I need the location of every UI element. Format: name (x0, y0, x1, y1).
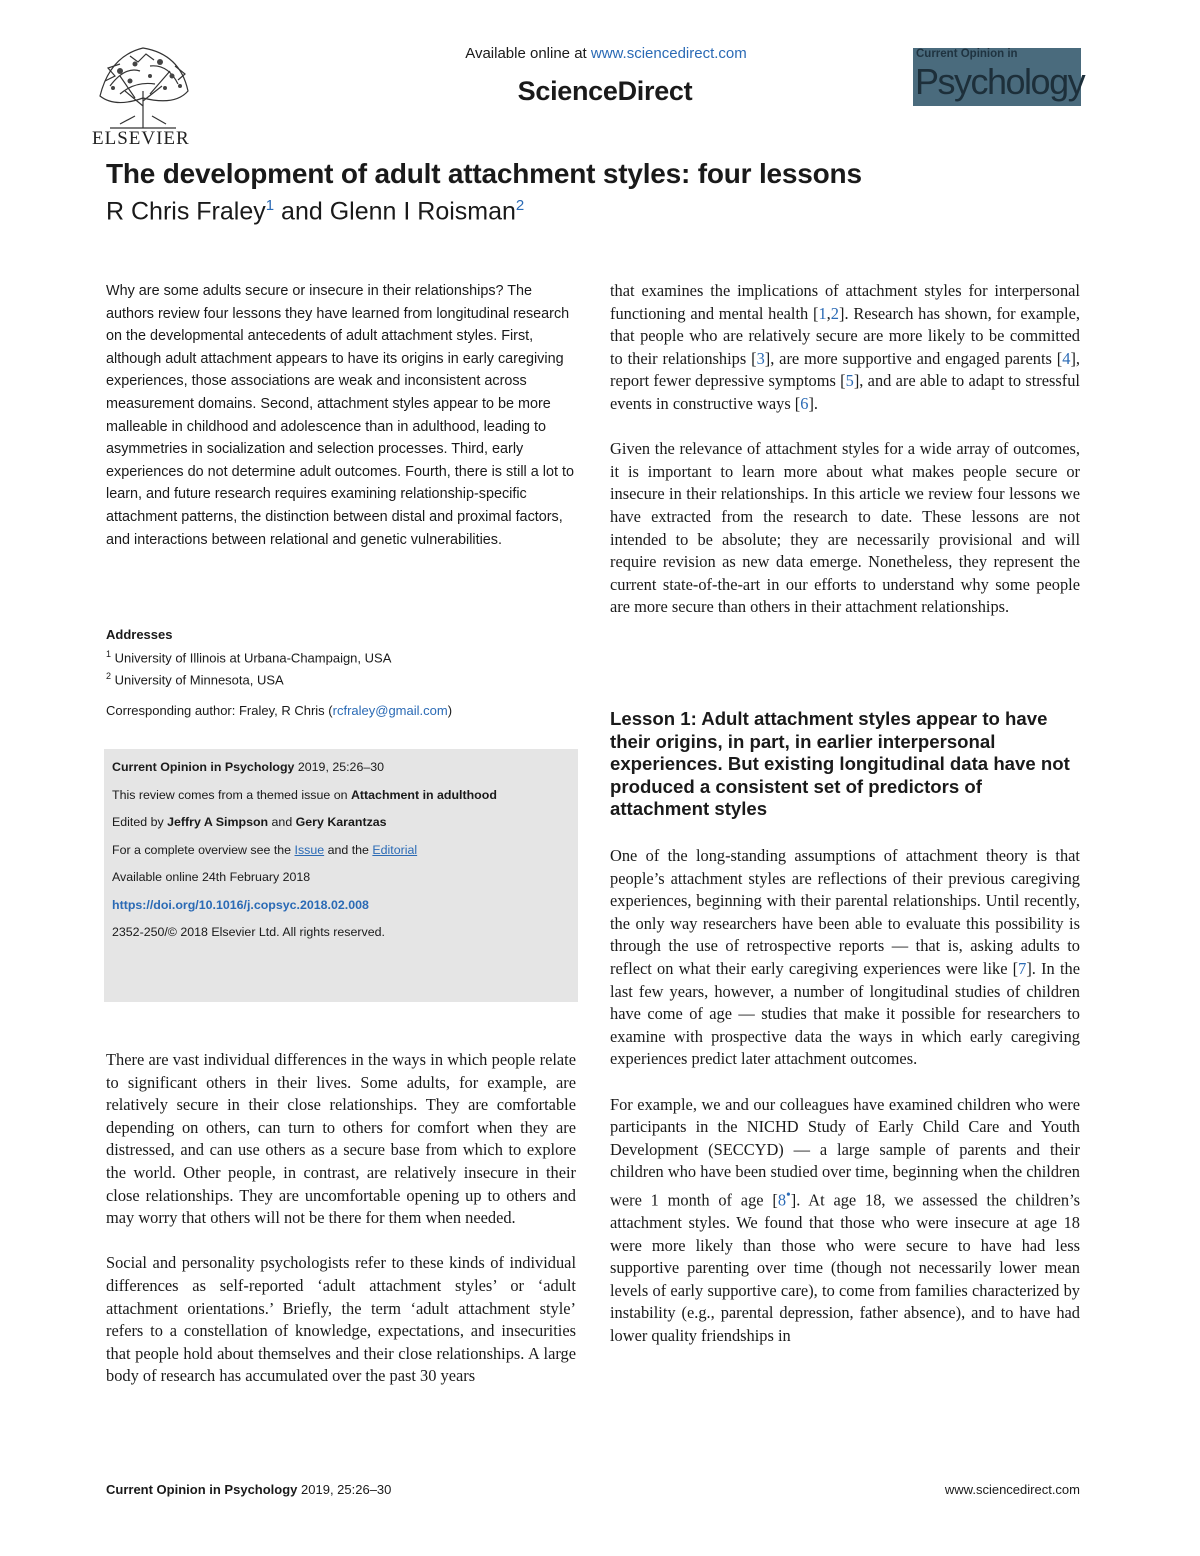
editors-line: Edited by Jeffry A Simpson and Gery Karantzas (112, 815, 387, 829)
body-paragraph: One of the long-standing assumptions of attachment theory is that people’s attachment styles are reflections of their previous caregiving experiences, beginning with their parental relationships. Until recently, the only way researchers have been able to evaluate this possibility is through the use of retrospective reports — that is, asking adults to reflect on what their early caregiving experiences were like [7]. In the last few years, however, a number of longitudinal studies of children have come of age — studies that make it possible for researchers to examine with prospective data the ways in which early caregiving experiences predict later attachment outcomes. (610, 846, 1080, 1069)
available-online-prefix: Available online at (465, 45, 587, 62)
addresses (106, 626, 576, 690)
address-item: $^1$ University of Illinois at Urbana-Champaign, USA (106, 648, 392, 665)
journal-logo (913, 48, 1085, 106)
body-paragraph: There are vast individual differences in the ways in which people relate to significant others in their lives. Some adults, for example, are relatively secure in their close relationships. They are comfortable depending on others, can turn to others for comfort when they are distressed, and can use others as a secure base from which to explore the world. Other people, in contrast, are relatively insecure in their close relationships. They are uncomfortable opening up to others and may worry that others will not be there for them when needed. (106, 1050, 576, 1228)
author-conjunction: and (281, 197, 323, 226)
author-email-link[interactable]: rcfraley@gmail.com (332, 703, 448, 718)
author-line (106, 197, 524, 226)
themed-issue-line: This review comes from a themed issue on Attachment in adulthood (112, 787, 497, 802)
reference-link[interactable]: 8 (777, 1190, 787, 1210)
reference-link[interactable]: 1 (818, 303, 827, 323)
journal-logo-line1: Current Opinion in (916, 48, 1018, 60)
copyright-line: 2352-250/© 2018 Elsevier Ltd. All rights reserved. (112, 925, 385, 939)
reference-link[interactable]: 2 (830, 303, 839, 323)
reference-importance-marker: • (786, 1186, 791, 1202)
available-online-date: Available online 24th February 2018 (112, 870, 311, 884)
corresponding-author: Corresponding author: Fraley, R Chris (rcfraley@gmail.com) (106, 703, 453, 718)
reference-link[interactable]: 7 (1018, 958, 1027, 978)
body-right-column-top (610, 280, 1080, 642)
footer-url-link[interactable]: www.sciencedirect.com (944, 1482, 1080, 1497)
sciencedirect-title: ScienceDirect (517, 76, 693, 106)
sciencedirect-url-link[interactable]: www.sciencedirect.com (590, 45, 747, 62)
issue-link[interactable]: Issue (294, 842, 325, 857)
section-heading-lesson-1: Lesson 1: Adult attachment styles appear to have their origins, in part, in earlier interpersonal experiences. But existing longitudinal data have not produced a consistent set of predictors of attachment styles (610, 708, 1070, 820)
body-paragraph: Given the relevance of attachment styles for a wide array of outcomes, it is important to learn more about what makes people secure or insecure in their relationships. In this article we review four lessons we have extracted from the research to date. These lessons are not intended to be absolute; they are necessarily provisional and will require revision as new data emerge. Nonetheless, they represent the current state-of-the-art in our efforts to understand why some people are more secure than others in their attachment relationships. (610, 439, 1080, 617)
body-right-column-bottom (610, 845, 1080, 1370)
reference-link[interactable]: 4 (1062, 348, 1071, 368)
body-left-column (106, 1049, 576, 1411)
footer-citation: Current Opinion in Psychology 2019, 25:26–30 (106, 1482, 392, 1497)
abstract: Why are some adults secure or insecure in their relationships? The authors review four lessons they have learned from longitudinal research on the developmental antecedents of adult attachment styles. First, although adult attachment appears to have its origins in early caregiving experiences, those associations are weak and inconsistent across measurement domains. Second, attachment styles appear to be more malleable in childhood and adolescence than in adulthood, leading to asymmetries in socialization and selection processes. Third, early experiences do not determine adult outcomes. Fourth, there is still a lot to learn, and future research requires examining relationship-specific attachment patterns, the distinction between distal and proximal factors, and interactions between relational and genetic vulnerabilities. (106, 283, 574, 548)
reference-link[interactable]: 6 (800, 393, 809, 413)
citation-line: Current Opinion in Psychology 2019, 25:26–30 (112, 760, 385, 774)
reference-link[interactable]: 5 (845, 371, 854, 391)
affiliation-marker[interactable]: 1 (265, 197, 275, 214)
author-name: R Chris Fraley (106, 197, 266, 226)
doi-link[interactable]: https://doi.org/10.1016/j.copsyc.2018.02.008 (112, 897, 369, 912)
author-name: Glenn I Roisman (329, 197, 516, 226)
editorial-link[interactable]: Editorial (372, 842, 418, 857)
elsevier-wordmark: ELSEVIER (92, 128, 190, 149)
addresses-heading: Addresses (106, 627, 173, 642)
address-item: $^2$ University of Minnesota, USA (106, 671, 284, 688)
overview-line: For a complete overview see the Issue and the Editorial (112, 842, 418, 857)
body-paragraph: that examines the implications of attachment styles for interpersonal functioning and mental health [1,2]. Research has shown, for example, that people who are relatively secure are more likely to be committed to their relationships [3], are more supportive and engaged parents [4], report fewer depressive symptoms [5], and are able to adapt to stressful events in constructive ways [6]. (610, 281, 1080, 413)
article-info-box (104, 749, 578, 1002)
journal-logo-line2: Psychology (915, 61, 1085, 102)
body-paragraph: Social and personality psychologists refer to these kinds of individual differences as self-reported ‘adult attachment styles’ or ‘adult attachment orientations.’ Briefly, the term ‘adult attachment style’ refers to a constellation of knowledge, expectations, and insecurities that people hold about themselves and their close relationships. A large body of research has accumulated over the past 30 years (106, 1253, 576, 1386)
body-paragraph: For example, we and our colleagues have examined children who were participants in the NICHD Study of Early Child Care and Youth Development (SECCYD) — a large sample of parents and their children who have been studied over time, beginning when the children were 1 month of age [8•]. At age 18, we assessed the children’s attachment styles. We found that those who were insecure at age 18 were more likely than those who were secure to have had less supportive parenting over time (though not necessarily lower mean levels of early supportive care), to come from families characterized by instability (e.g., parental depression, father absence), and to have had lower quality friendships in (610, 1094, 1080, 1345)
reference-link[interactable]: 3 (756, 348, 765, 368)
affiliation-marker[interactable]: 2 (515, 197, 525, 214)
article-title: The development of adult attachment styles: four lessons (106, 158, 862, 189)
